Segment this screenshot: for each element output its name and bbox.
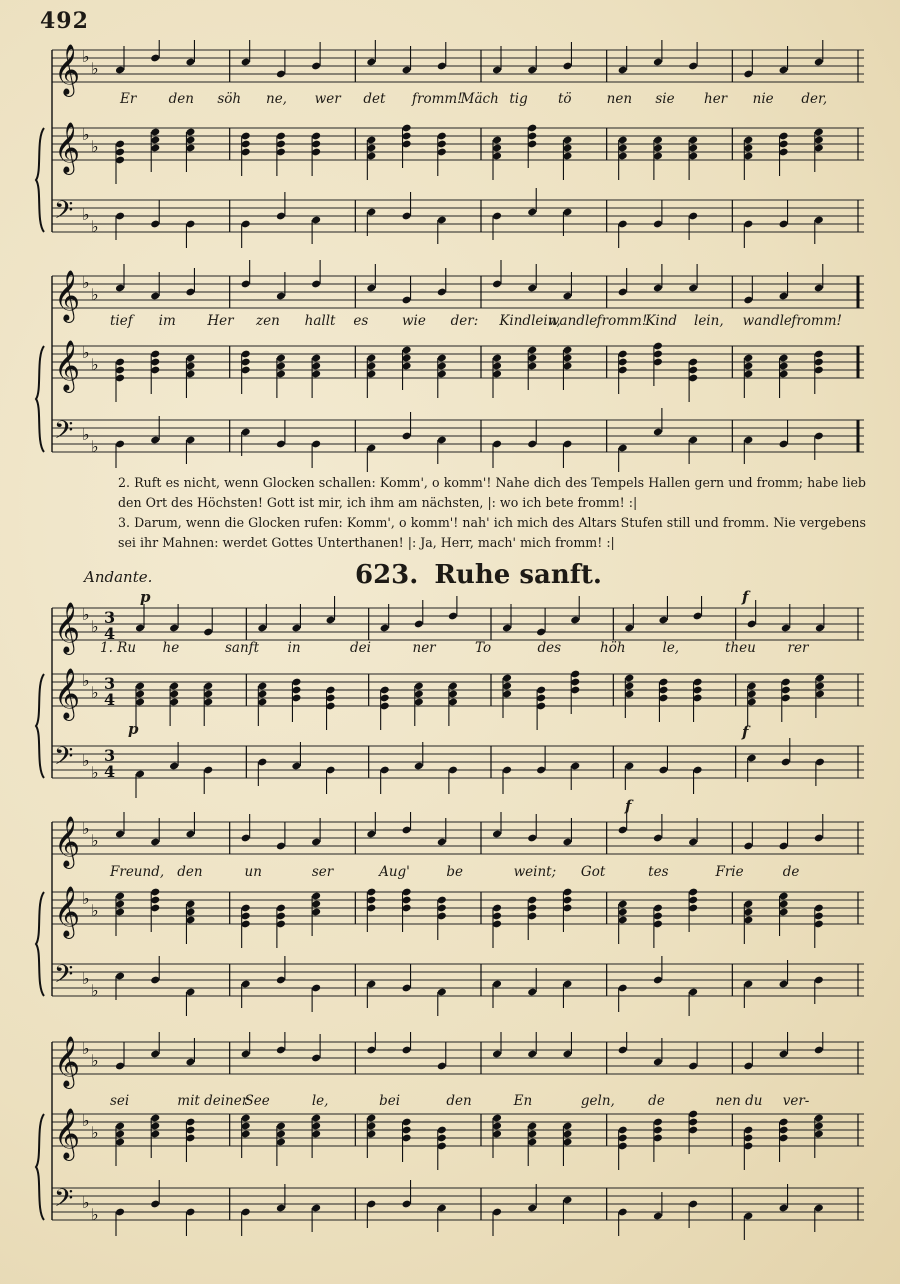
- lyric-syllable: wandle: [742, 313, 792, 329]
- treble-clef: 𝄞: [54, 1108, 81, 1159]
- lyric-syllable: des: [537, 640, 562, 656]
- lyrics-line: [0, 864, 900, 884]
- lyric-syllable: he: [162, 640, 180, 656]
- lyric-syllable: Freund,: [110, 864, 165, 880]
- treble-clef: 𝄞: [54, 1036, 81, 1087]
- lyric-syllable: den: [446, 1093, 472, 1109]
- lyric-syllable: tig: [509, 91, 528, 107]
- lyric-syllable: dei: [350, 640, 371, 656]
- flat-sign: ♭: [91, 1051, 99, 1070]
- lyric-syllable: her: [704, 91, 728, 107]
- lyric-syllable: höh: [600, 640, 626, 656]
- lyric-syllable: det: [363, 91, 386, 107]
- flat-sign: ♭: [91, 285, 99, 304]
- flat-sign: ♭: [91, 217, 99, 236]
- lyric-syllable: tief: [110, 313, 133, 329]
- flat-sign: ♭: [82, 671, 90, 690]
- score-system-2: [0, 258, 900, 478]
- bass-clef: 𝄢: [54, 416, 74, 451]
- lyric-syllable: nie: [752, 91, 774, 107]
- flat-sign: ♭: [91, 831, 99, 850]
- lyric-syllable: mit deiner: [177, 1093, 249, 1109]
- lyric-syllable: ne,: [266, 91, 287, 107]
- lyric-syllable: hallt: [304, 313, 336, 329]
- lyric-syllable: de: [648, 1093, 665, 1109]
- lyric-syllable: Her: [207, 313, 234, 329]
- flat-sign: ♭: [91, 763, 99, 782]
- lyric-syllable: To: [475, 640, 492, 656]
- lyric-syllable: tes: [648, 864, 669, 880]
- flat-sign: ♭: [91, 901, 99, 920]
- bass-clef: 𝄢: [54, 742, 74, 777]
- flat-sign: ♭: [82, 1193, 90, 1212]
- lyric-syllable: rer: [787, 640, 809, 656]
- piano-brace: [36, 1114, 44, 1220]
- flat-sign: ♭: [91, 437, 99, 456]
- lyric-syllable: sanft: [225, 640, 260, 656]
- notation-graphic: [0, 40, 900, 270]
- score-system-4: [0, 812, 900, 1022]
- flat-sign: ♭: [82, 969, 90, 988]
- lyric-syllable: weint;: [513, 864, 557, 880]
- dynamic-forte: f: [742, 723, 749, 741]
- bass-clef: 𝄢: [54, 1184, 74, 1219]
- lyric-syllable: lein,: [694, 313, 724, 329]
- treble-clef: 𝄞: [54, 122, 81, 173]
- lyric-syllable: Kindlein,: [499, 313, 561, 329]
- piano-brace: [36, 892, 44, 996]
- lyric-syllable: 1. Ru: [100, 640, 137, 656]
- piano-brace: [36, 674, 44, 778]
- lyric-syllable: theu: [725, 640, 756, 656]
- treble-clef: 𝄞: [54, 44, 81, 95]
- lyrics-line: [0, 313, 900, 333]
- lyric-syllable: in: [287, 640, 301, 656]
- lyric-syllable: Got: [580, 864, 606, 880]
- time-signature-bottom: 4: [104, 762, 116, 781]
- flat-sign: ♭: [82, 125, 90, 144]
- lyric-syllable: le,: [311, 1093, 329, 1109]
- flat-sign: ♭: [91, 981, 99, 1000]
- dynamic-piano: p: [128, 720, 139, 738]
- song-title: [355, 560, 602, 590]
- lyric-syllable: wandle: [548, 313, 598, 329]
- time-signature-top: 3: [104, 608, 116, 627]
- lyric-syllable: fromm!: [596, 313, 648, 329]
- lyric-syllable: ser: [311, 864, 334, 880]
- lyric-syllable: sie: [655, 91, 675, 107]
- lyric-syllable: der,: [801, 91, 828, 107]
- flat-sign: ♭: [91, 617, 99, 636]
- flat-sign: ♭: [82, 47, 90, 66]
- flat-sign: ♭: [82, 605, 90, 624]
- flat-sign: ♭: [82, 819, 90, 838]
- lyric-syllable: be: [446, 864, 463, 880]
- song-number: 623.: [355, 560, 419, 590]
- treble-clef: 𝄞: [54, 270, 81, 321]
- verse-text: [38, 473, 866, 553]
- verse-3: 3. Darum, wenn die Glocken rufen: Komm', o komm'! nah' ich mich des Altars Stufen still und fromm. Nie vergebens sei ihr Mahnen: werdet Gottes Unterthanen! |: Ja, Herr, mach' mich fromm! :|: [118, 515, 866, 550]
- treble-clef: 𝄞: [54, 668, 81, 719]
- lyric-syllable: ner: [412, 640, 436, 656]
- time-signature-bottom: 4: [104, 690, 116, 709]
- flat-sign: ♭: [82, 1111, 90, 1130]
- lyric-syllable: le,: [662, 640, 680, 656]
- lyric-syllable: fromm!: [791, 313, 842, 329]
- tempo-marking: Andante.: [84, 568, 153, 586]
- lyric-syllable: es: [353, 313, 369, 329]
- score-system-5: [0, 1032, 900, 1252]
- song-title-text: Ruhe sanft.: [434, 560, 602, 590]
- lyric-syllable: Er: [120, 91, 137, 107]
- lyrics-line: [0, 91, 900, 111]
- flat-sign: ♭: [82, 1039, 90, 1058]
- flat-sign: ♭: [82, 751, 90, 770]
- flat-sign: ♭: [91, 1205, 99, 1224]
- verse-2: 2. Ruft es nicht, wenn Glocken schallen: Komm', o komm'! Nahe dich des Tempels Hallen gern und fromm; habe lieb den Ort des Höchsten! Gott ist mir, ich ihm am nächsten, |: wo ich bete fromm! :|: [118, 475, 866, 510]
- lyric-syllable: im: [158, 313, 176, 329]
- notation-graphic: [0, 1032, 900, 1252]
- score-system-1: [0, 40, 900, 270]
- bass-clef: 𝄢: [54, 196, 74, 231]
- lyric-syllable: zen: [256, 313, 280, 329]
- lyric-syllable: wie: [402, 313, 426, 329]
- score-system-3: [0, 596, 900, 810]
- lyric-syllable: wer: [314, 91, 341, 107]
- notation-graphic: [0, 596, 900, 810]
- lyric-syllable: fromm!: [412, 91, 463, 107]
- flat-sign: ♭: [91, 1123, 99, 1142]
- lyric-syllable: nen: [606, 91, 633, 107]
- dynamic-piano: p: [140, 588, 151, 606]
- lyric-syllable: bei: [379, 1093, 401, 1109]
- lyric-syllable: Kind: [645, 313, 678, 329]
- flat-sign: ♭: [91, 355, 99, 374]
- lyric-syllable: der:: [450, 313, 479, 329]
- flat-sign: ♭: [82, 273, 90, 292]
- bass-clef: 𝄢: [54, 960, 74, 995]
- treble-clef: 𝄞: [54, 886, 81, 937]
- piano-brace: [36, 128, 44, 232]
- lyric-syllable: geln,: [580, 1093, 615, 1109]
- time-signature-top: 3: [104, 674, 116, 693]
- dynamic-forte: f: [625, 797, 632, 815]
- treble-clef: 𝄞: [54, 340, 81, 391]
- piano-brace: [36, 346, 44, 452]
- lyric-syllable: Mäch: [460, 91, 499, 107]
- flat-sign: ♭: [91, 683, 99, 702]
- time-signature-bottom: 4: [104, 624, 116, 643]
- lyric-syllable: sei: [110, 1093, 130, 1109]
- lyric-syllable: söh: [217, 91, 242, 107]
- lyric-syllable: un: [244, 864, 262, 880]
- lyric-syllable: den: [168, 91, 194, 107]
- lyrics-line: [0, 1093, 900, 1113]
- lyric-syllable: den: [177, 864, 203, 880]
- flat-sign: ♭: [82, 425, 90, 444]
- notation-graphic: [0, 258, 900, 478]
- flat-sign: ♭: [91, 59, 99, 78]
- flat-sign: ♭: [82, 205, 90, 224]
- flat-sign: ♭: [82, 889, 90, 908]
- lyric-syllable: Aug': [379, 864, 410, 880]
- song-header: [0, 560, 900, 596]
- time-signature-top: 3: [104, 746, 116, 765]
- dynamic-forte: f: [742, 588, 749, 606]
- lyric-syllable: Frie: [715, 864, 744, 880]
- lyric-syllable: nen du: [715, 1093, 763, 1109]
- flat-sign: ♭: [91, 137, 99, 156]
- lyric-syllable: See: [244, 1093, 270, 1109]
- lyric-syllable: ver-: [782, 1093, 810, 1109]
- lyrics-line: [0, 640, 900, 660]
- notation-graphic: [0, 812, 900, 1022]
- flat-sign: ♭: [82, 343, 90, 362]
- page-number: 492: [40, 8, 89, 34]
- treble-clef: 𝄞: [54, 816, 81, 867]
- lyric-syllable: En: [513, 1093, 533, 1109]
- treble-clef: 𝄞: [54, 602, 81, 653]
- lyric-syllable: tö: [558, 91, 572, 107]
- lyric-syllable: de: [782, 864, 800, 880]
